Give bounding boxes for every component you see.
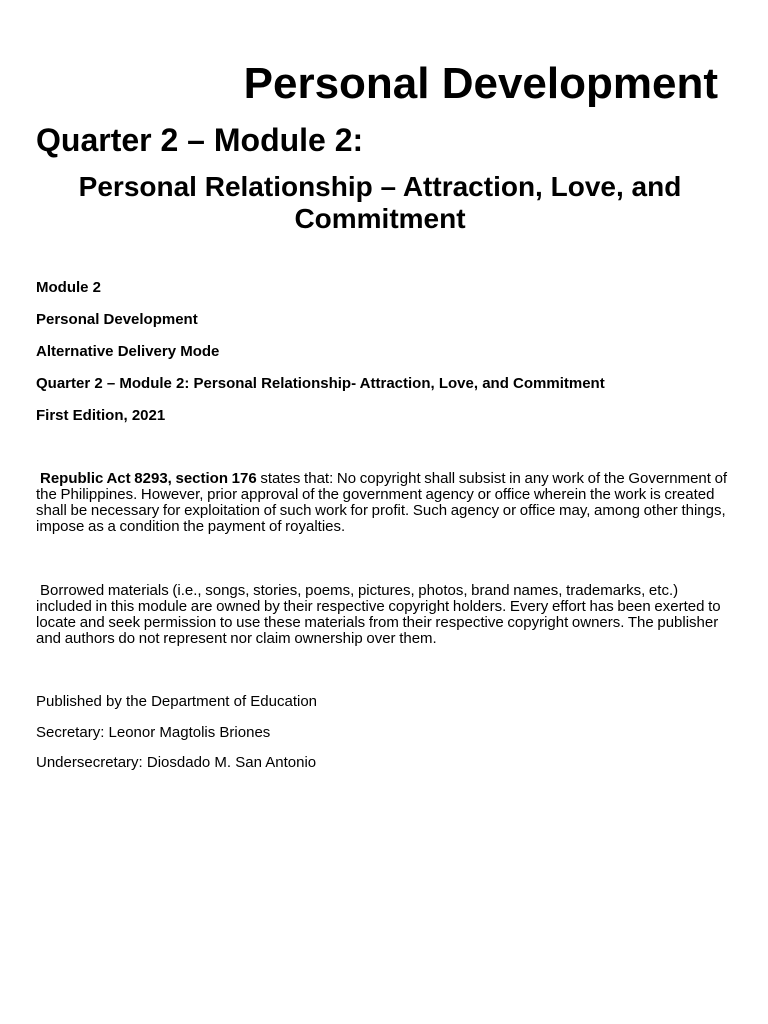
meta-delivery-mode: Alternative Delivery Mode [36, 343, 220, 360]
module-subtitle: Personal Relationship – Attraction, Love, and Commitment [78, 171, 682, 234]
copyright-text: states that: No copyright shall subsist in any work of the Government of the Philippines. However, prior approval of the government agency or office wherein the work is created shall be necessary for exploitation of such work for profit. Such agency or office may, among other things, impose as a condition the payment of royalties. [36, 470, 728, 535]
meta-subject: Personal Development [36, 311, 198, 328]
undersecretary-line: Undersecretary: Diosdado M. San Antonio [36, 754, 317, 771]
quarter-module-heading: Quarter 2 – Module 2: [36, 122, 364, 158]
document-title: Personal Development [243, 59, 718, 108]
borrowed-materials-notice: Borrowed materials (i.e., songs, stories, poems, pictures, photos, brand names, trademarks, etc.) included in this module are owned by their respective copyright holders. Every effort has been exerted to locate and seek permission to use these materials from their respective copyright owners. The publisher and authors do not represent nor claim ownership over them. [36, 582, 721, 647]
meta-edition: First Edition, 2021 [36, 407, 166, 424]
copyright-notice [36, 471, 736, 535]
secretary-line: Secretary: Leonor Magtolis Briones [36, 724, 271, 741]
meta-full-title: Quarter 2 – Module 2: Personal Relationship- Attraction, Love, and Commitment [36, 375, 605, 392]
meta-module: Module 2 [36, 279, 102, 296]
published-by: Published by the Department of Education [36, 693, 318, 710]
law-reference: Republic Act 8293, section 176 [40, 470, 257, 487]
